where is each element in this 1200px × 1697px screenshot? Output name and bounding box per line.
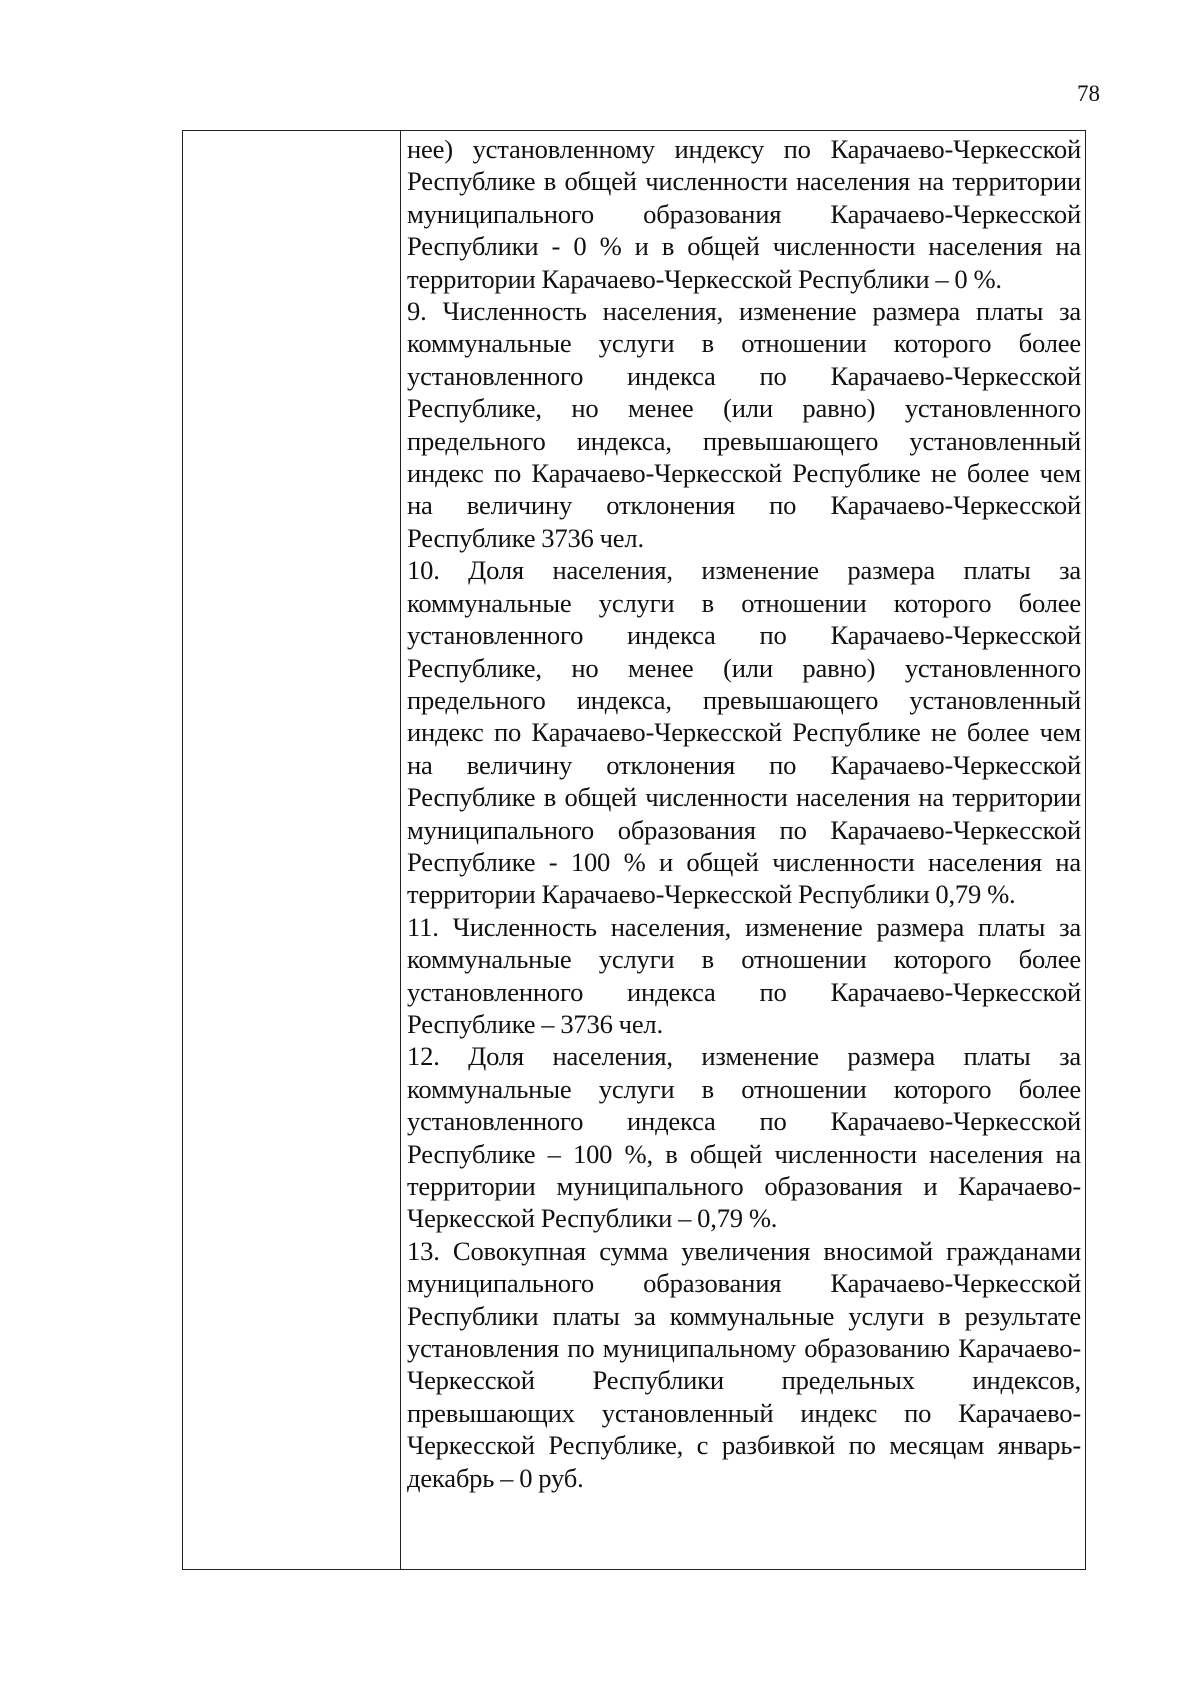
paragraph-item-13: 13. Совокупная сумма увеличения вносимой гражданами муниципального образования Карачаево-Черкесской Республики платы за коммунальные услуги в результате установления по муниципальному образованию Карачаево-Черкесской Республики предельных индексов, превышающих установленный индекс по Карачаево-Черкесской Республике, с разбивкой по месяцам январь-декабрь – 0 руб. — [407, 1235, 1081, 1493]
right-cell — [401, 131, 1086, 1570]
table-row — [183, 131, 1086, 1570]
paragraph-item-10: 10. Доля населения, изменение размера платы за коммунальные услуги в отношении которого более установленного индекса по Карачаево-Черкесской Республике, но менее (или равно) установленного предельного индекса, превышающего установленный индекс по Карачаево-Черкесской Республике не более чем на величину отклонения по Карачаево-Черкесской Республике в общей численности населения на территории муниципального образования по Карачаево-Черкесской Республике - 100 % и общей численности населения на территории Карачаево-Черкесской Республики 0,79 %. — [407, 555, 1081, 910]
paragraph-item-11: 11. Численность населения, изменение размера платы за коммунальные услуги в отношении которого более установленного индекса по Карачаево-Черкесской Республике – 3736 чел. — [407, 911, 1081, 1039]
document-table — [182, 130, 1086, 1570]
paragraph-item-9: 9. Численность населения, изменение размера платы за коммунальные услуги в отношении которого более установленного индекса по Карачаево-Черкесской Республике, но менее (или равно) установленного предельного индекса, превышающего установленный индекс по Карачаево-Черкесской Республике не более чем на величину отклонения по Карачаево-Черкесской Республике 3736 чел. — [407, 296, 1081, 553]
left-cell — [183, 131, 401, 1570]
paragraph-continuation: нее) установленному индексу по Карачаево-Черкесской Республике в общей численности населения на территории муниципального образования Карачаево-Черкесской Республики - 0 % и в общей численности населения на территории Карачаево-Черкесской Республики – 0 %. — [407, 134, 1081, 294]
page-number: 78 — [1077, 81, 1100, 106]
paragraph-item-12: 12. Доля населения, изменение размера платы за коммунальные услуги в отношении которого более установленного индекса по Карачаево-Черкесской Республике – 100 %, в общей численности населения на территории муниципального образования и Карачаево-Черкесской Республики – 0,79 %. — [407, 1041, 1081, 1234]
